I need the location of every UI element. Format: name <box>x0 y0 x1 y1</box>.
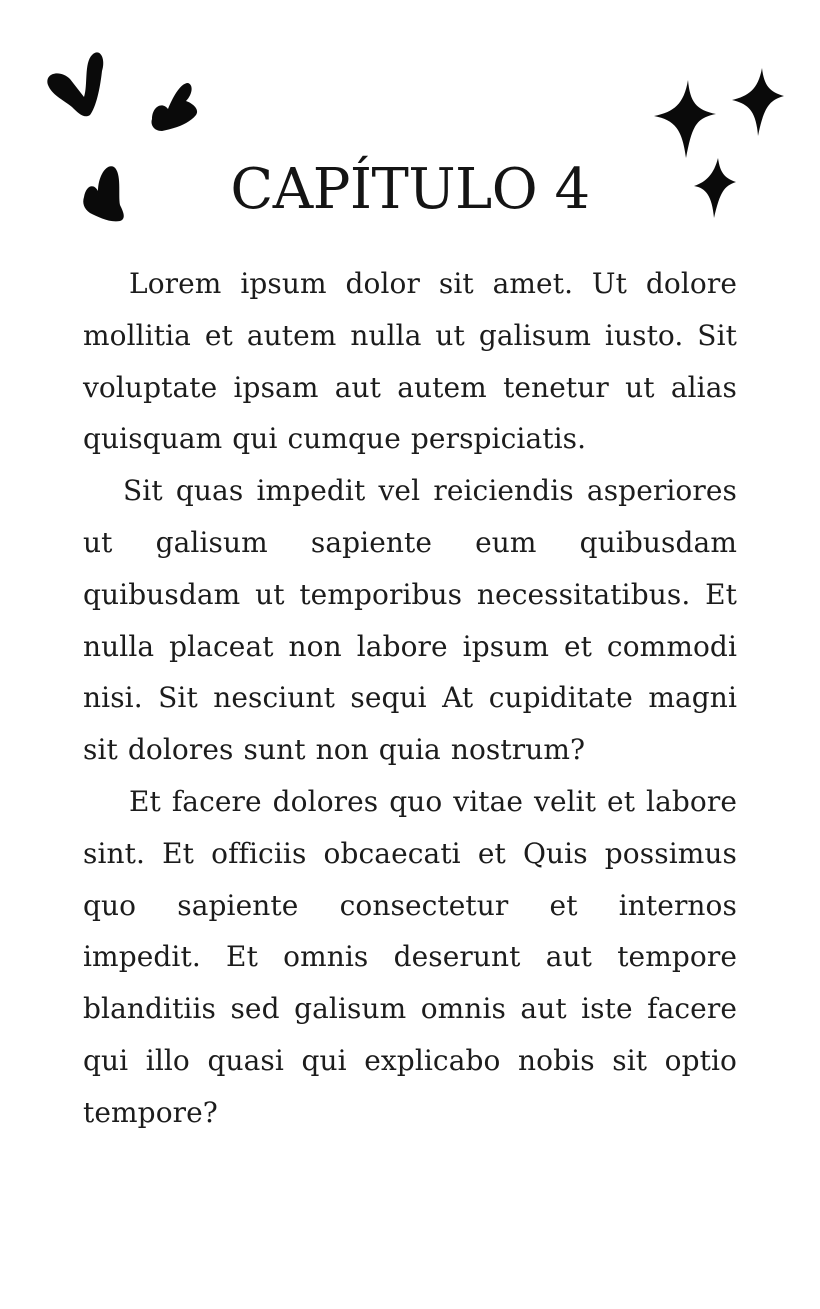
paragraph: Sit quas impedit vel reiciendis asperiores ut galisum sapiente eum quibusdam quibusdam ut temporibus necessitatibus. Et nulla placeat non labore ipsum et commodi nisi. Sit nesciunt sequi At cupiditate magni sit dolores sunt non quia nostrum? <box>83 474 737 767</box>
paragraph: Et facere dolores quo vitae velit et labore sint. Et officiis obcaecati et Quis possimus quo sapiente consectetur et internos impedit. Et omnis deserunt aut tempore blanditiis sed galisum omnis aut iste facere qui illo quasi qui explicabo nobis sit optio tempore? <box>83 784 737 1129</box>
chapter-body <box>83 258 737 1139</box>
paragraph: Lorem ipsum dolor sit amet. Ut dolore mollitia et autem nulla ut galisum iusto. Sit voluptate ipsam aut autem tenetur ut alias quisquam qui cumque perspiciatis. <box>83 267 737 456</box>
chapter-title: CAPÍTULO 4 <box>230 157 590 222</box>
